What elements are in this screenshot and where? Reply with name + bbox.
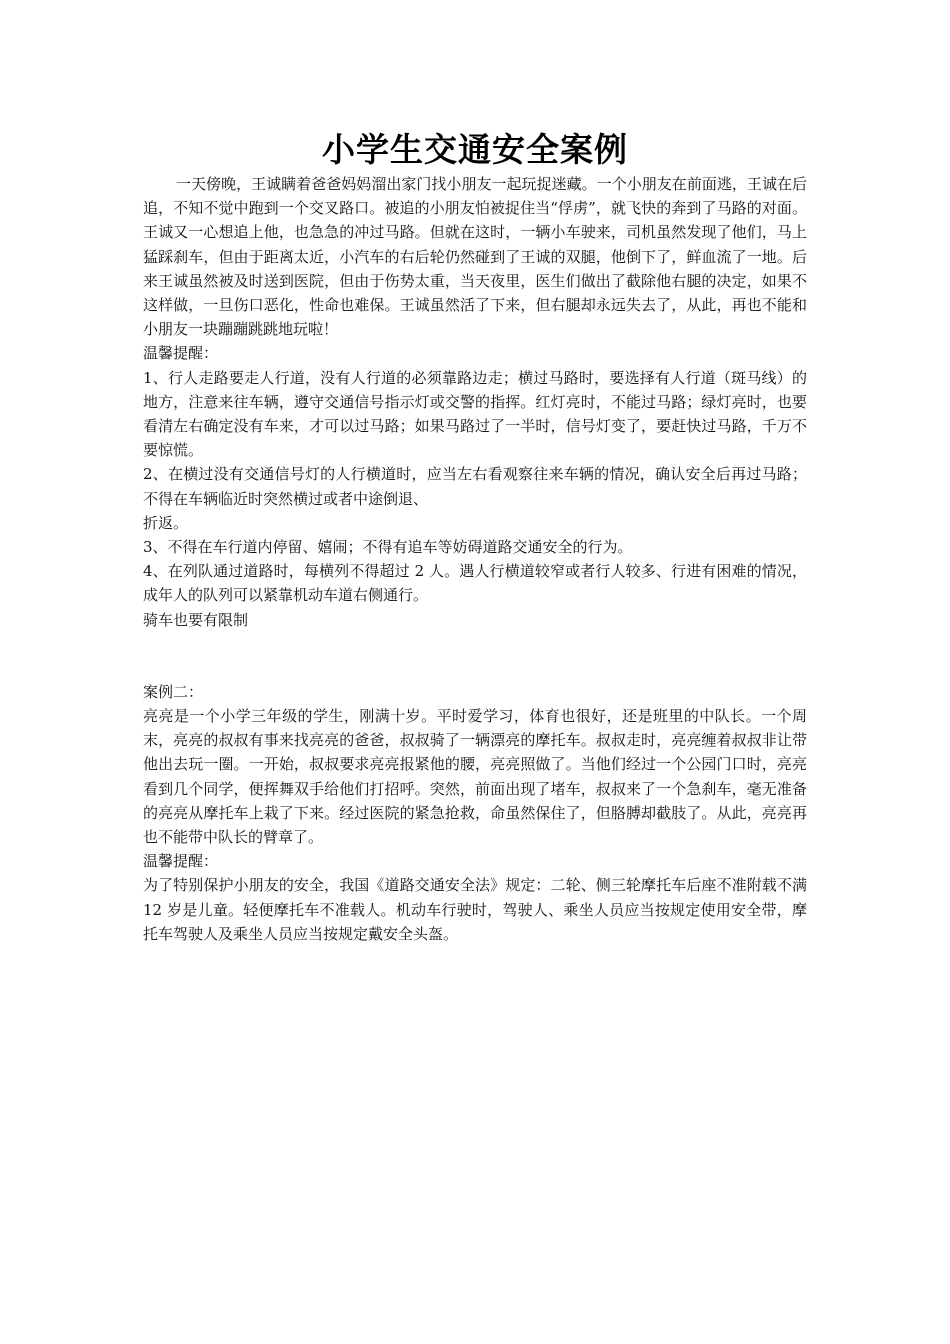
document-body [143,128,807,946]
case1-tips-heading: 温馨提醒： [143,344,219,363]
case1-tip-1: 1、行人走路要走人行道，没有人行道的必须靠路边走；横过马路时，要选择有人行道（斑马线）的地方，注意来往车辆，遵守交通信号指示灯或交警的指挥。红灯亮时，不能过马路；绿灯亮时，也要看清左右确定没有车来，才可以过马路；如果马路过了一半时，信号灯变了，要赶快过马路，千万不要惊慌。 [143,368,807,460]
case2-tips: 为了特别保护小朋友的安全，我国《道路交通安全法》规定：二轮、侧三轮摩托车后座不准附载不满 12 岁是儿童。轻便摩托车不准载人。机动车行驶时，驾驶人、乘坐人员应当按规定使用安全带，摩托车驾驶人及乘坐人员应当按规定戴安全头盔。 [143,876,807,943]
case2-heading: 案例二： [143,682,204,701]
case1-closing: 骑车也要有限制 [143,610,249,629]
case1-tip-4: 4、在列队通过道路时，每横列不得超过 2 人。遇人行横道较窄或者行人较多、行进有困难的情况，成年人的队列可以紧靠机动车道右侧通行。 [143,562,807,605]
case1-story: 一天傍晚，王诚瞒着爸爸妈妈溜出家门找小朋友一起玩捉迷藏。一个小朋友在前面逃，王诚在后追，不知不觉中跑到一个交叉路口。被追的小朋友怕被捉住当“俘虏”，就飞快的奔到了马路的对面。王诚又一心想追上他，也急急的冲过马路。但就在这时，一辆小车驶来，司机虽然发现了他们，马上猛踩刹车，但由于距离太近，小汽车的右后轮仍然碰到了王诚的双腿，他倒下了，鲜血流了一地。后来王诚虽然被及时送到医院，但由于伤势太重，当天夜里，医生们做出了截除他右腿的决定，如果不这样做，一旦伤口恶化，性命也难保。王诚虽然活了下来，但右腿却永远失去了，从此，再也不能和小朋友一块蹦蹦跳跳地玩啦！ [143,175,807,339]
case2-story: 亮亮是一个小学三年级的学生，刚满十岁。平时爱学习，体育也很好，还是班里的中队长。一个周末，亮亮的叔叔有事来找亮亮的爸爸，叔叔骑了一辆漂亮的摩托车。叔叔走时，亮亮缠着叔叔非让带他出去玩一圈。一开始，叔叔要求亮亮报紧他的腰，亮亮照做了。当他们经过一个公园门口时，亮亮看到几个同学，便挥舞双手给他们打招呼。突然，前面出现了堵车，叔叔来了一个急刹车，毫无准备的亮亮从摩托车上栽了下来。经过医院的紧急抢救，命虽然保住了，但胳膊却截肢了。从此，亮亮再也不能带中队长的臂章了。 [143,707,807,847]
case1-tip-2: 2、在横过没有交通信号灯的人行横道时，应当左右看观察往来车辆的情况，确认安全后再过马路；不得在车辆临近时突然横过或者中途倒退、 [143,465,807,508]
case2-tips-heading: 温馨提醒： [143,852,219,871]
document-title: 小学生交通安全案例 [322,130,628,169]
case1-tip-2-continued: 折返。 [143,513,189,532]
section-spacer [143,632,807,680]
case1-tip-3: 3、不得在车行道内停留、嬉闹；不得有追车等妨碍道路交通安全的行为。 [143,538,633,557]
